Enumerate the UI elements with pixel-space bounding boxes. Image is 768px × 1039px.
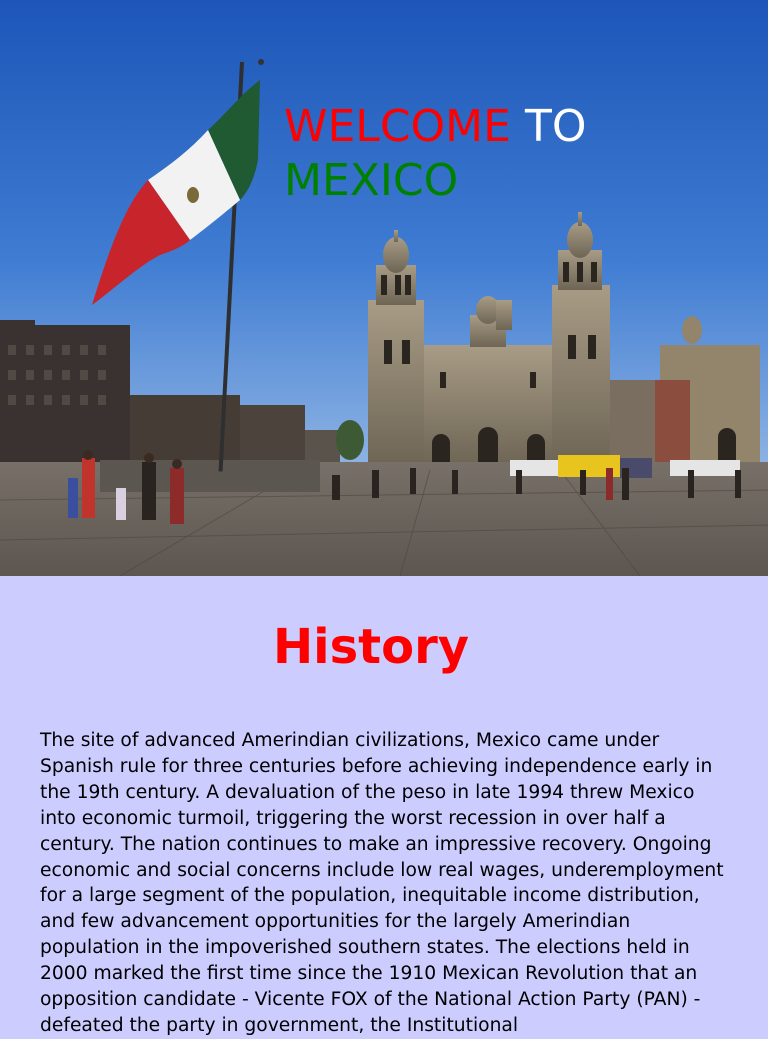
history-heading: History xyxy=(272,619,470,675)
slide-title xyxy=(284,100,586,208)
title-to: TO xyxy=(524,101,587,152)
history-body-text: The site of advanced Amerindian civilizations, Mexico came under Spanish rule for three centuries before achieving independence early in the 19th century. A devaluation of the peso in late 1994 threw Mexico into economic turmoil, triggering the worst recession in over half a century. The nation continues to make an impressive recovery. Ongoing economic and social concerns include low real wages, underemployment for a large segment of the population, inequitable income distribution, and few advancement opportunities for the largely Amerindian population in the impoverished southern states. The elections held in 2000 marked the first time since the 1910 Mexican Revolution that an opposition candidate - Vicente FOX of the National Action Party (PAN) - defeated the party in government, the Institutional xyxy=(40,730,724,1036)
title-welcome: WELCOME xyxy=(284,101,511,152)
title-mexico: MEXICO xyxy=(284,155,459,206)
history-slide xyxy=(0,576,768,1036)
